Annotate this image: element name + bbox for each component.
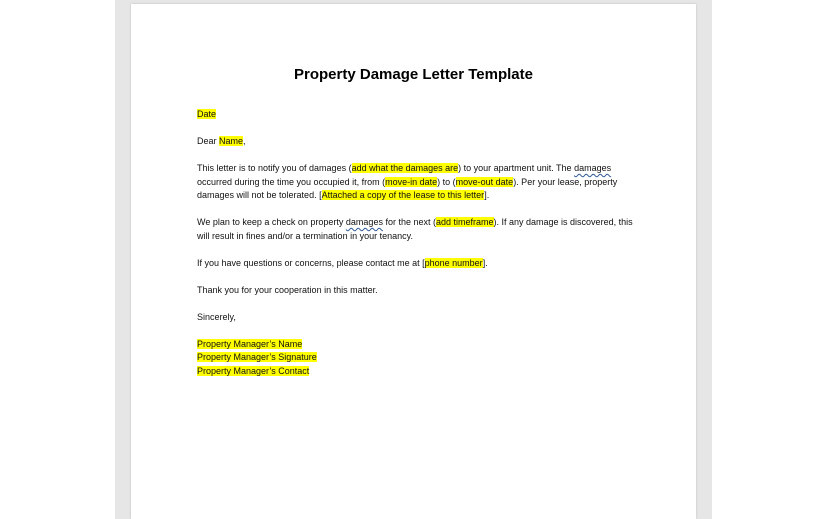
manager-contact-placeholder: Property Manager’s Contact — [197, 365, 310, 376]
page-title: Property Damage Letter Template — [294, 66, 533, 83]
lease-attachment-placeholder: Attached a copy of the lease to this letter — [321, 190, 485, 200]
paragraph-contact: If you have questions or concerns, please contact me at [phone number]. — [197, 257, 488, 268]
spelling-mark: damages — [574, 163, 612, 173]
spelling-mark: damages — [345, 217, 383, 227]
timeframe-placeholder: add timeframe — [435, 217, 494, 227]
move-in-date-placeholder: move-in date — [385, 176, 438, 187]
closing: Sincerely, — [197, 311, 236, 322]
salutation: Dear Name, — [197, 136, 246, 146]
phone-number-placeholder: phone number — [424, 257, 483, 268]
signature-block — [197, 338, 642, 379]
damages-placeholder: add what the damages are — [351, 163, 459, 173]
manager-name-placeholder: Property Manager’s Name — [197, 338, 303, 349]
date-placeholder: Date — [197, 109, 217, 119]
document-page[interactable] — [131, 4, 696, 519]
paragraph-notice: This letter is to notify you of damages (add what the damages are) to your apartment unit. The damages occurred during the time you occupied it, from (move-in date) to (move-out date). Per your lease, property damages will not be tolerated. [Attached a copy of the lease to this letter]. — [197, 163, 618, 200]
name-placeholder: Name — [219, 136, 244, 146]
date-line — [197, 108, 642, 122]
move-out-date-placeholder: move-out date — [455, 176, 514, 187]
paragraph-thanks: Thank you for your cooperation in this matter. — [197, 284, 378, 295]
manager-signature-placeholder: Property Manager’s Signature — [197, 352, 317, 362]
paragraph-check: We plan to keep a check on property damages for the next (add timeframe). If any damage is discovered, this will result in fines and/or a termination in your tenancy. — [197, 217, 633, 241]
letter-body — [197, 108, 642, 378]
